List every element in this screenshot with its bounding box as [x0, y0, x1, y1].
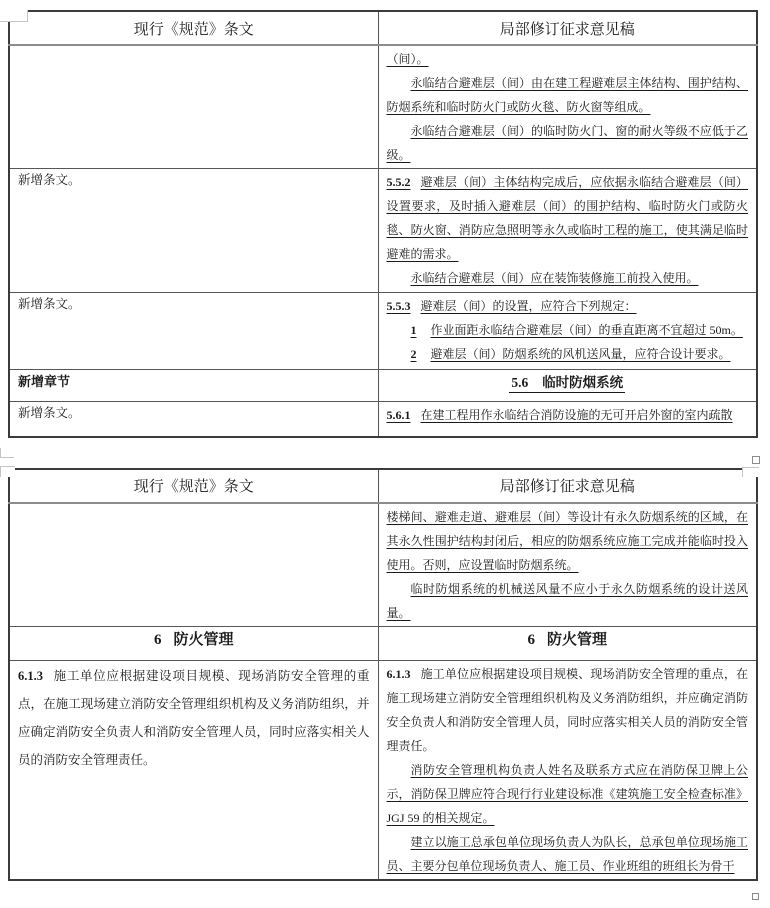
table1-r5-new-clause-note: 新增条文。 — [9, 402, 378, 437]
list-item — [411, 342, 749, 366]
table2-header-current-code: 现行《规范》条文 — [9, 469, 378, 503]
clause-number: 6.1.3 — [18, 669, 43, 683]
table-row — [9, 661, 757, 881]
chapter-number: 6 — [153, 632, 162, 648]
list-item — [411, 318, 749, 342]
clause-text: 避难层（间）主体结构完成后，应依据永临结合避难层（间）设置要求，及时插入避难层（间）的围护结构、临时防火门或防火毯、防火窗、消防应急照明等永久或临时工程的施工，使其满足临时避难的需求。 — [386, 175, 748, 261]
paragraph: 消防安全管理机构负责人姓名及联系方式应在消防保卫牌上公示，消防保卫牌应符合现行行业建设标准《建筑施工安全检查标准》JGJ 59 的相关规定。 — [386, 763, 748, 825]
paragraph — [387, 662, 749, 758]
table1-resize-handle[interactable] — [752, 456, 760, 464]
chapter-title: 防火管理 — [173, 632, 234, 648]
paragraph: 永临结合避难层（间）由在建工程避难层主体结构、围护结构、防烟系统和临时防火门或防火毯、防火窗等组成。 — [386, 76, 748, 114]
table-row — [9, 45, 757, 169]
paragraph: 永临结合避难层（间）应在装饰装修施工前投入使用。 — [410, 271, 699, 285]
table-row — [9, 370, 757, 402]
clause-text: 在建工程用作永临结合消防设施的无可开启外窗的室内疏散 — [420, 408, 733, 422]
table1-r4-new-chapter-note: 新增章节 — [9, 370, 378, 402]
table-row — [9, 402, 757, 437]
table2-header-revision-draft: 局部修订征求意见稿 — [378, 469, 757, 503]
clause-text: 施工单位应根据建设项目规模、现场消防安全管理的重点，在施工现场建立消防安全管理组织机构及义务消防组织，并应确定消防安全负责人和消防安全管理人员，同时应落实相关人员的消防安全管理责任。 — [18, 669, 370, 767]
item-number: 2 — [410, 347, 417, 361]
table1-r3-revision-cell — [378, 293, 757, 370]
table-row — [9, 169, 757, 293]
table-corner-artifact-right — [742, 467, 759, 477]
clause-text: 施工单位应根据建设项目规模、现场消防安全管理的重点，在施工现场建立消防安全管理组织机构及义务消防组织，并应确定消防安全负责人和消防安全管理人员，同时应落实相关人员的消防安全管理责任。 — [386, 667, 748, 753]
table2-r1-revision-cell — [378, 503, 757, 627]
paragraph — [387, 170, 749, 266]
paragraph — [387, 294, 749, 318]
table-row — [9, 503, 757, 627]
item-text: 避难层（间）防烟系统的风机送风量，应符合设计要求。 — [430, 347, 731, 361]
word-document-page — [0, 10, 770, 908]
table-row — [9, 293, 757, 370]
table2-r1-left-empty-cell — [9, 503, 378, 627]
table2-r2-chapter-heading-right — [378, 627, 757, 661]
revision-comparison-table-1 — [8, 10, 758, 438]
item-text: 作业面距永临结合避难层（间）的垂直距离不宜超过 50m。 — [430, 323, 743, 337]
table1-r1-left-empty-cell — [9, 45, 378, 169]
clause-number: 5.5.2 — [386, 175, 411, 189]
table2-r3-current-code-cell — [9, 661, 378, 881]
paragraph: 永临结合避难层（间）的临时防火门、窗的耐火等级不应低于乙级。 — [386, 124, 748, 162]
table2-r2-chapter-heading-left — [9, 627, 378, 661]
table1-header-row — [9, 11, 757, 45]
chapter-title: 临时防烟系统 — [542, 375, 624, 390]
chapter-number: 5.6 — [511, 375, 529, 390]
paragraph: 临时防烟系统的机械送风量不应小于永久防烟系统的设计送风量。 — [386, 581, 748, 620]
table1-r2-revision-cell — [378, 169, 757, 293]
table1-r1-revision-cell — [378, 45, 757, 169]
table1-header-revision-draft: 局部修订征求意见稿 — [378, 11, 757, 45]
table1-r5-revision-cell — [378, 402, 757, 437]
table1-r2-new-clause-note: 新增条文。 — [9, 169, 378, 293]
table2-header-row — [9, 469, 757, 503]
chapter-heading — [509, 371, 625, 393]
chapter-number: 6 — [527, 632, 535, 648]
paragraph: 建立以施工总承包单位现场负责人为队长，总承包单位现场施工员、主要分包单位现场负责人、施工员、作业班组的班组长为骨干 — [386, 835, 748, 873]
chapter-title: 防火管理 — [546, 632, 607, 648]
paragraph — [18, 662, 370, 774]
clause-number: 6.1.3 — [386, 667, 411, 681]
table-corner-artifact-left-2 — [0, 466, 15, 477]
table-corner-artifact-left-1 — [0, 448, 14, 458]
clause-number: 5.5.3 — [386, 299, 411, 313]
table1-r3-new-clause-note: 新增条文。 — [9, 293, 378, 370]
table1-r4-chapter-heading-cell — [378, 370, 757, 402]
revision-comparison-table-2 — [8, 468, 758, 882]
paragraph — [387, 403, 749, 427]
table-corner-artifact-top — [0, 10, 28, 22]
table2-resize-handle[interactable] — [752, 893, 759, 900]
table-row — [9, 627, 757, 661]
table1-header-current-code: 现行《规范》条文 — [9, 11, 378, 45]
clause-text: 避难层（间）的设置，应符合下列规定： — [420, 299, 637, 313]
paragraph: （间）。 — [386, 52, 429, 66]
paragraph: 楼梯间、避难走道、避难层（间）等设计有永久防烟系统的区域，在其永久性围护结构封闭后，相应的防烟系统应施工完成并能临时投入使用。否则，应设置临时防烟系统。 — [386, 509, 748, 572]
table2-r3-revision-cell — [378, 661, 757, 881]
item-number: 1 — [410, 323, 417, 337]
clause-number: 5.6.1 — [386, 408, 411, 422]
